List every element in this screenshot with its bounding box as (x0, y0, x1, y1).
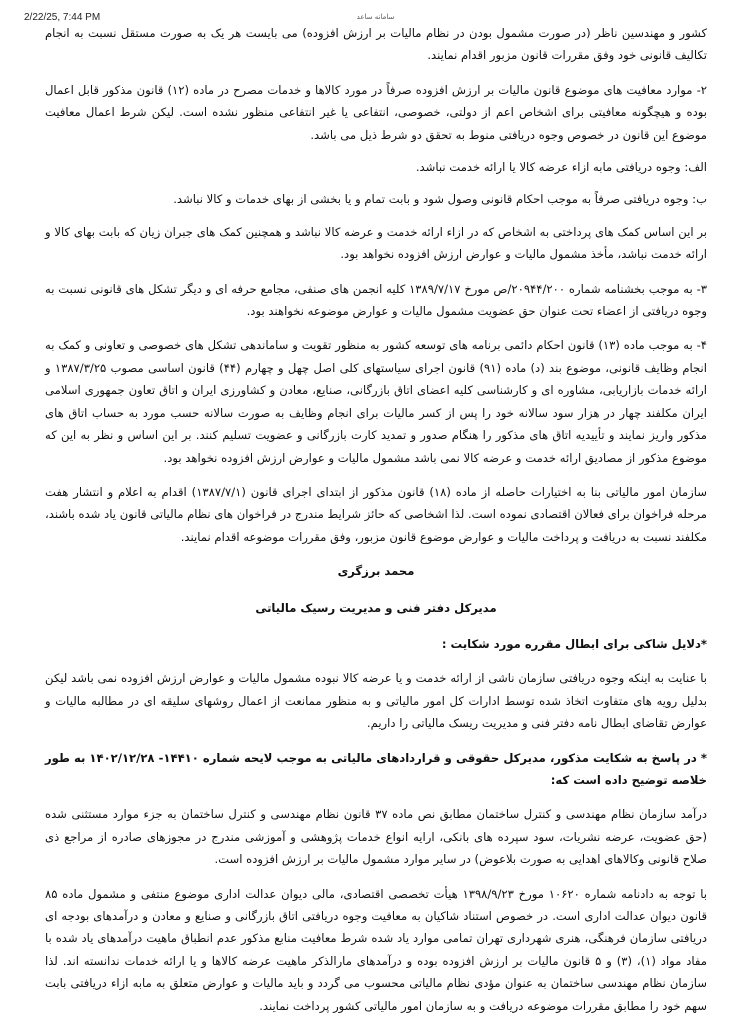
page-header-title: سامانه ساعد (356, 13, 395, 21)
document-body (45, 22, 707, 1029)
paragraph-article-18: سازمان امور مالیاتی بنا به اختیارات حاصله از ماده (۱۸) قانون مذکور از ابتدای اجرای قانون (۱۳۸۷/۷/۱) اقدام به اعلام و انتشار هفت مرحله فراخوان برای فعالان اقتصادی نموده است. لذا اشخاصی که حائز شرایط مندرج در فراخوان های نظام مالیاتی قانون یاد شده باشند، مکلفند نسبت به دریافت و پرداخت مالیات و عوارض موضوع قانون مزبور، وفق مقررات موضوعه اقدام نمایند. (45, 484, 707, 544)
condition-b: ب: وجوه دریافتی صرفاً به موجب احکام قانونی وصول شود و بابت تمام و یا بخشی از بهای خدمات و کالا نباشد. (173, 192, 707, 207)
paragraph-basis: بر این اساس کمک های پرداختی به اشخاص که در ازاء ارائه خدمت و عرضه کالا نباشد و همچنین کمک های جبران زیان که بابت بهای کالا و ارائه خدمت نباشد، مأخذ مشمول مالیات و عوارض ارزش افزوده نخواهد بود. (45, 224, 707, 262)
paragraph-item-3: ۳- به موجب بخشنامه شماره ۲۰۹۴۴/۲۰۰/ص مورخ ۱۳۸۹/۷/۱۷ کلیه انجمن های صنفی، مجامع حرفه ای و دیگر تشکل های قانونی نسبت به وجوه دریافتی از اعضاء تحت عنوان حق عضویت مشمول مالیات و عوارض موضوعه نخواهند بود. (45, 281, 707, 319)
signatory-name: محمد برزگری (337, 564, 415, 579)
complaint-text: با عنایت به اینکه وجوه دریافتی سازمان ناشی از ارائه خدمت و یا عرضه کالا نبوده مشمول مالیات و عوارض ارزش افزوده نمی باشد لیکن بدلیل رویه های متفاوت اتخاذ شده توسط ادارات کل امور مالیاتی و به منظور ممانعت از اعمال روشهای سلیقه ای در مطالبه مالیات و عوارض تقاضای ابطال نامه دفتر فنی و مدیریت ریسک مالیاتی را داریم. (45, 671, 707, 731)
print-timestamp: 2/22/25, 7:44 PM (24, 12, 101, 23)
response-heading: * در پاسخ به شکایت مذکور، مدیرکل حقوقی و قراردادهای مالیاتی به موجب لایحه شماره ۱۴۴۱۰- ۱۴۰۲/۱۲/۲۸ به طور خلاصه توضیح داده است که: (45, 750, 707, 787)
response-paragraph-1: درآمد سازمان نظام مهندسی و کنترل ساختمان مطابق نص ماده ۳۷ قانون نظام مهندسی و کنترل ساختمان به جزء موارد مستثنی شده (حق عضویت، عرضه نشریات، سود سپرده های بانکی، ارایه انواع خدمات پژوهشی و آموزشی مندرج در مجوزهای صادره از مراجع ذی صلاح قانونی وکالاهای اهدایی به صورت بلاعوض) در سایر موارد مشمول مالیات بر ارزش افزوده است. (45, 807, 707, 867)
response-paragraph-2: با توجه به دادنامه شماره ۱۰۶۲۰ مورخ ۱۳۹۸/۹/۲۳ هیأت تخصصی اقتصادی، مالی دیوان عدالت اداری موضوع منتفی و مشمول ماده ۸۵ قانون دیوان عدالت اداری است. در خصوص استناد شاکیان به معافیت وجوه دریافتی اتاق بازرگانی و صنایع و معادن و درآمدهای بودجه ای دریافتی سازمان فرهنگی، هنری شهرداری تهران تمامی موارد یاد شده شرط معافیت منابع مذکور عدم انطباق ماهیت درآمدهای یاد شده با مفاد مواد (۱)، (۳) و ۵ قانون مالیات بر ارزش افزوده بوده و درآمدهای مارالذکر ماهیت عرضه کالاها و یا ارائه خدمات ندانسته اند. لذا سازمان نظام مهندسی ساختمان به عنوان مؤدی نظام مالیاتی محسوب می گردد و باید مالیات و عوارض متعلق به مابه ازاء دریافتی بابت سهم خود را مطابق مقررات موضوعه دریافت و به سازمان امور مالیاتی کشور پرداخت نمایند. (45, 886, 708, 1013)
paragraph-continuation: کشور و مهندسین ناظر (در صورت مشمول بودن در نظام مالیات بر ارزش افزوده) می بایست هر یک به صورت مستقل نسبت به انجام تکالیف قانونی خود وفق مقررات قانون مزبور اقدام نمایند. (45, 26, 707, 63)
signatory-title: مدیرکل دفتر فنی و مدیریت رسیک مالیاتی (255, 600, 497, 615)
condition-a: الف: وجوه دریافتی مابه ازاء عرضه کالا یا ارائه خدمت نباشد. (415, 160, 707, 175)
paragraph-item-2: ۲- موارد معافیت های موضوع قانون مالیات بر ارزش افزوده صرفاً در مورد کالاها و خدمات مصرح در ماده (۱۲) قانون مذکور قابل اعمال بوده و هیچگونه معافیتی برای اشخاص اعم از دولتی، خصوصی، انتفاعی یا غیر انتفاعی منظور نشده است. لیکن شرط اعمال معافیت موضوع این قانون در خصوص وجوه دریافتی منوط به تحقق دو شرط ذیل می باشد. (45, 82, 707, 142)
paragraph-item-4: ۴- به موجب ماده (۱۳) قانون احکام دائمی برنامه های توسعه کشور به منظور تقویت و ساماندهی تشکل های خصوصی و تعاونی و کمک به انجام وظایف قانونی، موضوع بند (د) ماده (۹۱) قانون اجرای سیاستهای کلی اصل چهل و چهارم (۴۴) قانون اساسی مصوب ۱۳۸۷/۳/۲۵ و ارائه خدمات بازاریابی، مشاوره ای و کارشناسی کلیه اعضای اتاق بازرگانی، صنایع، معادن و کشاورزی ایران و اتاق تعاون جمهوری اسلامی ایران مکلفند چهار در هزار سود سالانه خود را پس از کسر مالیات برای انجام وظایف به صورت سالانه حسب مورد به حساب اتاق های مذکور واریز نمایند و تأییدیه اتاق های مذکور را هنگام صدور و تمدید کارت بازرگانی و عضویت تسلیم کنند. بر این اساس و نظر به این که موضوع مذکور از مصادیق ارائه خدمت و عرضه کالا نمی باشد مشمول مالیات و عوارض ارزش افزوده نخواهد بود. (45, 338, 708, 465)
complaint-heading: *دلایل شاکی برای ابطال مقرره مورد شکایت : (441, 636, 707, 651)
